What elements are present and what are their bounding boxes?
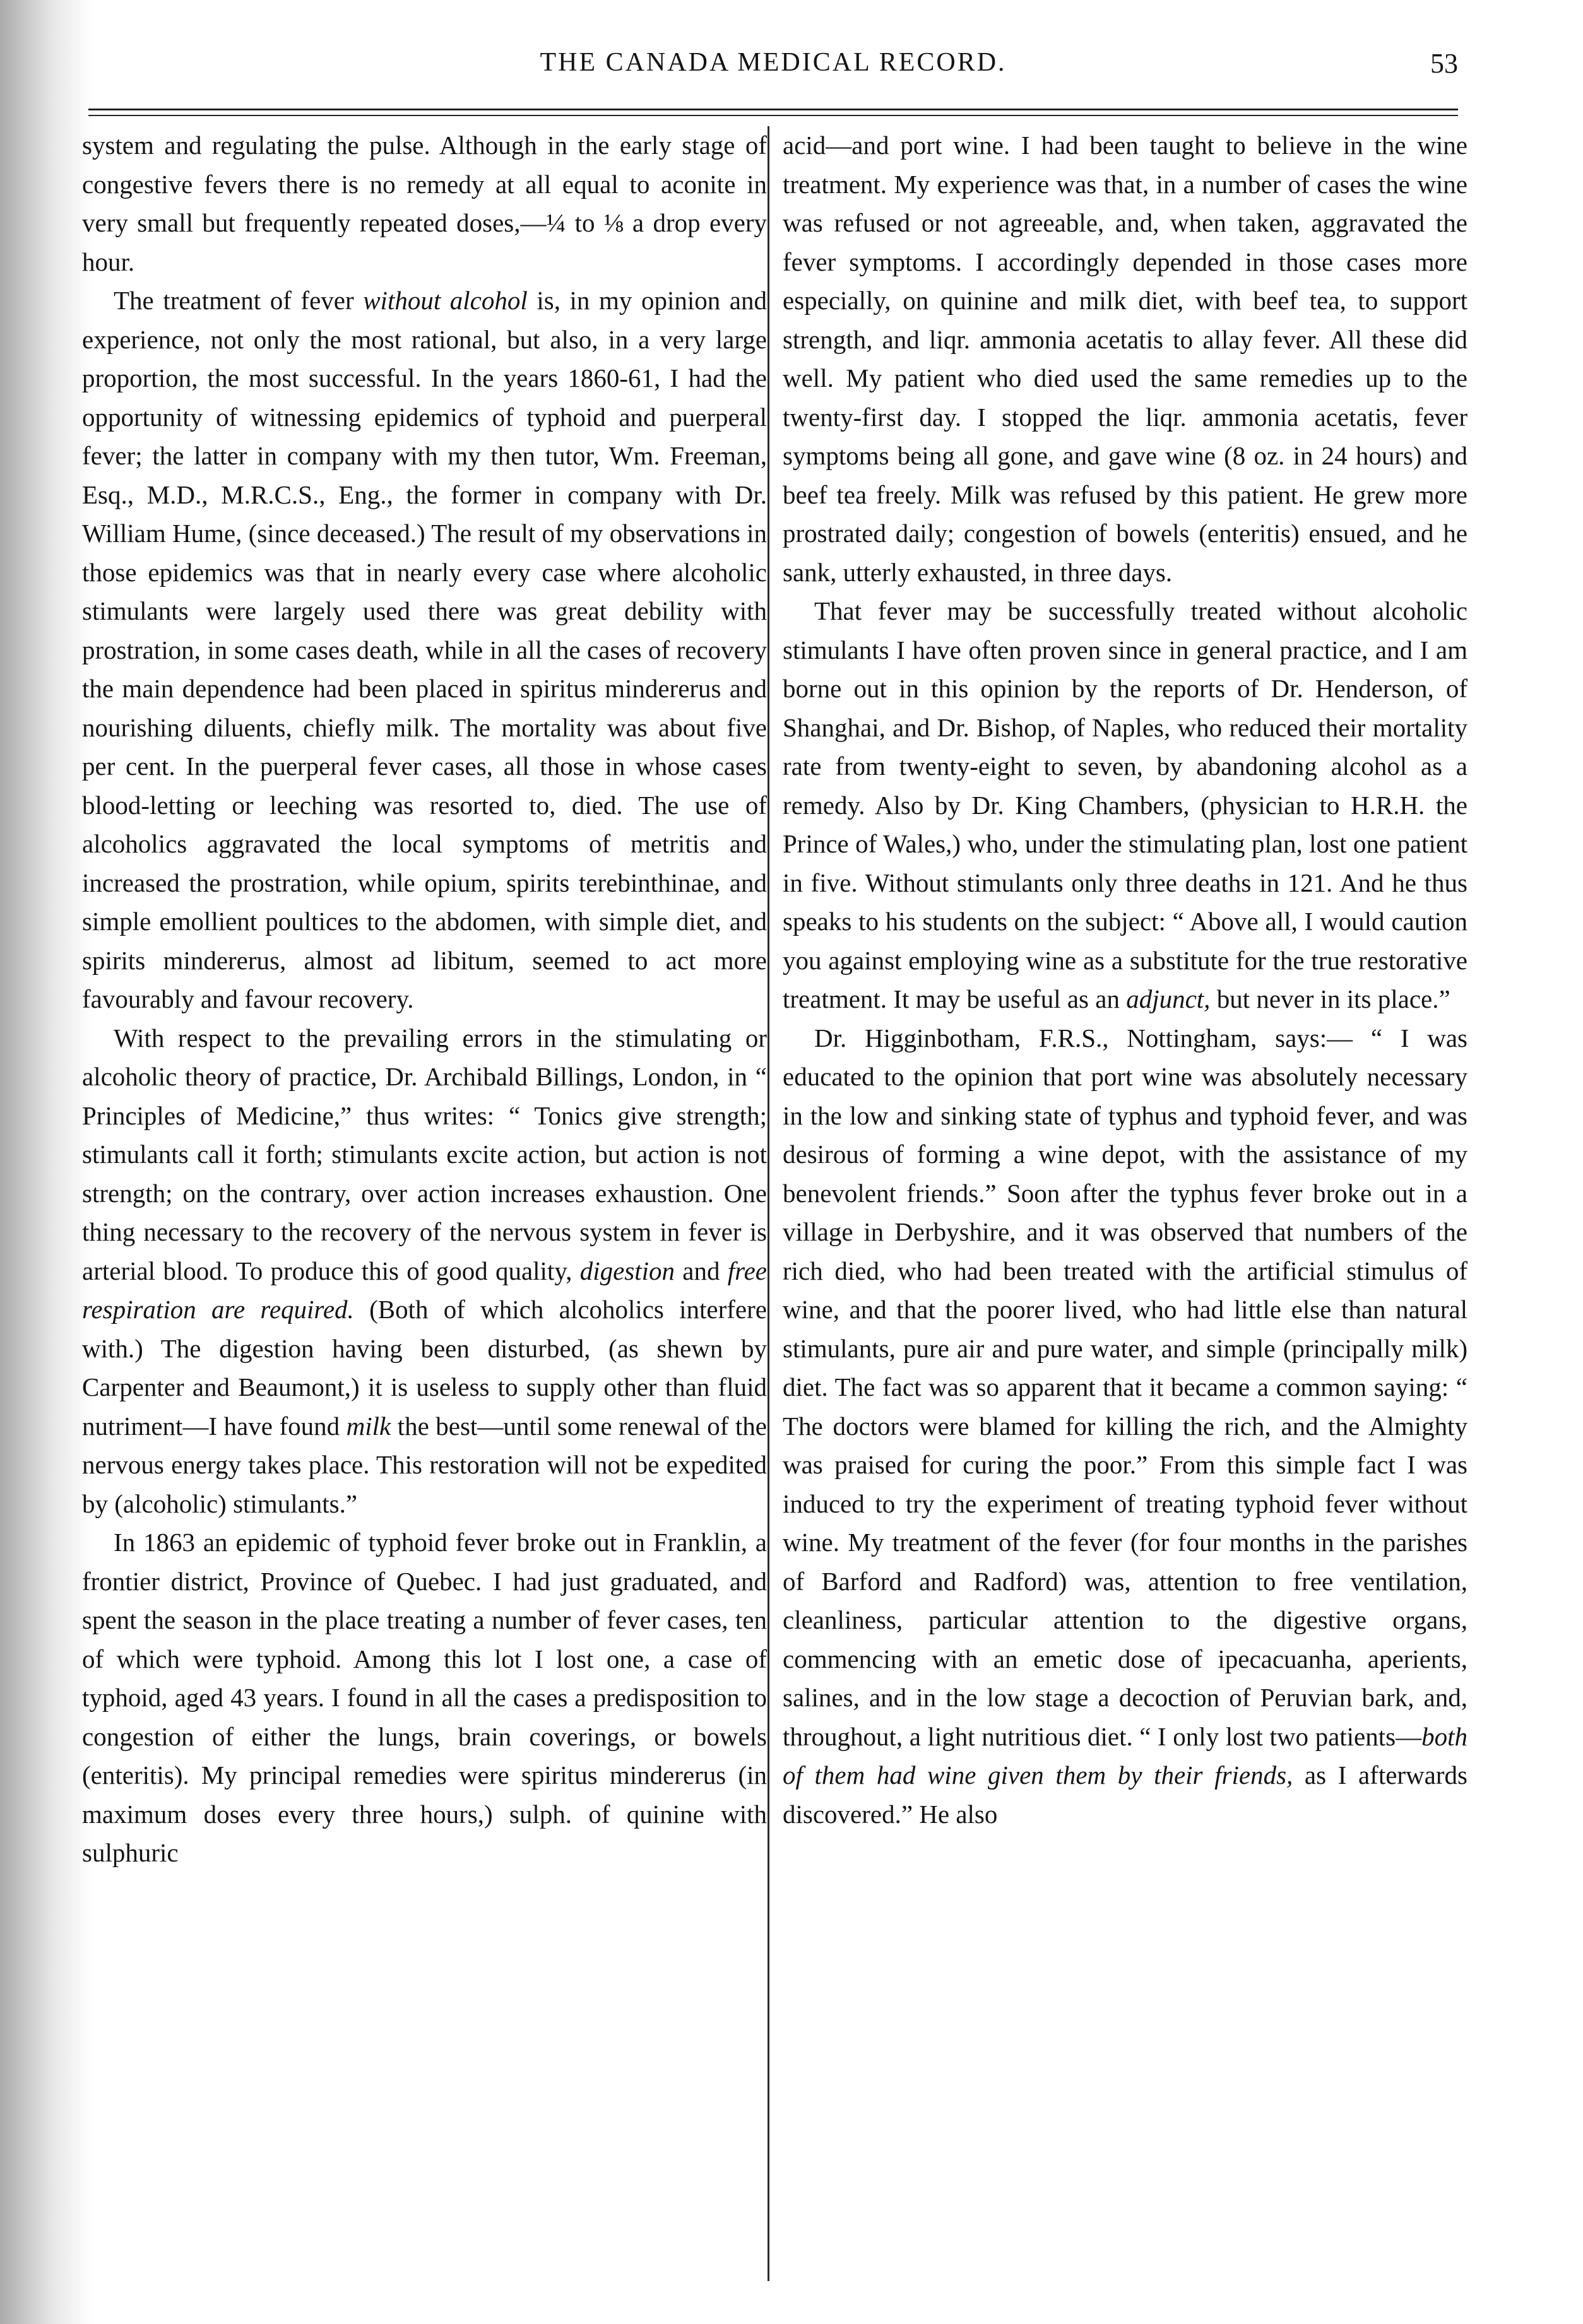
text-run: Dr. Higginbotham, F.R.S., Nottingham, says:— “ I was educated to the opinion that port wine was absolutely necessary in the low and sinking state of typhus and typhoid fever, and was desirous of forming a wine depot, with the assistance of my benevolent friends.” Soon after the typhus fever broke out in a village in Derbyshire, and it was observed that numbers of the rich died, who had been treated with the artificial stimulus of wine, and that the poorer lived, who had little else than natural stimulants, pure air and pure water, and simple (principally milk) diet. The fact was so apparent that it became a common saying: “ The doctors were blamed for killing the rich, and the Almighty was praised for curing the poor.” From this simple fact I was induced to try the experiment of treating typhoid fever without wine. My treatment of the fever (for four months in the parishes of Barford and Radford) was, attention to free ventilation, cleanliness, particular attention to the digestive organs, commencing with an emetic dose of ipecacuanha, aperients, salines, and in the low stage a decoction of Peruvian bark, and, throughout, a light nutritious diet. “ I only lost two patients—	[783, 1023, 1467, 1751]
running-head	[88, 47, 1458, 91]
italic-text: both of them had wine given them by their friends,	[783, 1721, 1467, 1790]
italic-text: milk	[346, 1411, 391, 1441]
paragraph	[82, 281, 767, 1019]
text-run: but never in its place.”	[1210, 984, 1450, 1013]
italic-text: digestion	[579, 1256, 675, 1285]
text-run: the best—until some renewal of the nervous energy takes place. This restoration will not be expedited by (alcoholic) stimulants.”	[82, 1411, 768, 1518]
header-rule	[88, 109, 1458, 110]
paragraph	[783, 592, 1467, 1019]
scan-gutter-shadow	[0, 0, 95, 2324]
italic-text: without alcohol	[363, 286, 528, 315]
journal-title: THE CANADA MEDICAL RECORD.	[540, 48, 1007, 77]
column-divider	[768, 126, 769, 2281]
text-run: That fever may be successfully treated without alcoholic stimulants I have often proven since in general practice, and I am borne out in this opinion by the reports of Dr. Henderson, of Shanghai, and Dr. Bishop, of Naples, who reduced their mortality rate from twenty-eight to seven, by abandoning alcohol as a remedy. Also by Dr. King Chambers, (physician to H.R.H. the Prince of Wales,) who, under the stimulating plan, lost one patient in five. Without stimulants only three deaths in 121. And he thus speaks to his students on the subject: “ Above all, I would caution you against employing wine as a substitute for the true restorative treatment. It may be useful as an	[783, 596, 1467, 1013]
text-run: With respect to the prevailing errors in the stimulating or alcoholic theory of practice, Dr. Archibald Billings, London, in “ Principles of Medicine,” thus writes: “ Tonics give strength; stimulants call it forth; stimulants excite action, but action is not strength; on the contrary, over action increases exhaustion. One thing necessary to the recovery of the nervous system in fever is arterial blood. To produce this of good quality,	[82, 1023, 767, 1285]
italic-text: adjunct,	[1126, 984, 1211, 1013]
page-number: 53	[1430, 48, 1458, 79]
text-run: is, in my opinion and experience, not only the most rational, but also, in a very large proportion, the most successful. In the years 1860-61, I had the opportunity of witnessing epidemics of typhoid and puerperal fever; the latter in company with my then tutor, Wm. Freeman, Esq., M.D., M.R.C.S., Eng., the former in company with Dr. William Hume, (since deceased.) The result of my observations in those epidemics was that in nearly every case where alcoholic stimulants were largely used there was great debility with prostration, in some cases death, while in all the cases of recovery the main dependence had been placed in spiritus mindererus and nourishing diluents, chiefly milk. The mortality was about five per cent. In the puerperal fever cases, all those in whose cases blood-letting or leeching was resorted to, died. The use of alcoholics aggravated the local symptoms of metritis and increased the prostration, while opium, spirits terebinthinae, and simple emollient poultices to the abdomen, with simple diet, and spirits mindererus, almost ad libitum, seemed to act more favourably and favour recovery.	[82, 286, 767, 1013]
right-column	[783, 126, 1467, 1834]
paragraph	[82, 1019, 767, 1524]
text-run: (Both of which alcoholics interfere with.) The digestion having been disturbed, (as shewn by Carpenter and Beaumont,) it is useless to supply other than fluid nutriment—I have found	[82, 1295, 767, 1441]
paragraph: In 1863 an epidemic of typhoid fever broke out in Franklin, a frontier district, Province of Quebec. I had just graduated, and spent the season in the place treating a number of fever cases, ten of which were typhoid. Among this lot I lost one, a case of typhoid, aged 43 years. I found in all the cases a predisposition to congestion of either the lungs, brain coverings, or bowels (enteritis). My principal remedies were spiritus mindererus (in maximum doses every three hours,) sulph. of quinine with sulphuric	[82, 1528, 767, 1867]
paragraph	[783, 1019, 1467, 1834]
italic-text: free respiration are required.	[82, 1256, 767, 1324]
paragraph: acid—and port wine. I had been taught to believe in the wine treatment. My experience was that, in a number of cases the wine was refused or not agreeable, and, when taken, aggravated the fever symptoms. I accordingly depended in those cases more especially, on quinine and milk diet, with beef tea, to support strength, and liqr. ammonia acetatis to allay fever. All these did well. My patient who died used the same remedies up to the twenty-first day. I stopped the liqr. ammonia acetatis, fever symptoms being all gone, and gave wine (8 oz. in 24 hours) and beef tea freely. Milk was refused by this patient. He grew more prostrated daily; congestion of bowels (enteritis) ensued, and he sank, utterly exhausted, in three days.	[783, 131, 1467, 587]
text-run: as I afterwards discovered.” He also	[783, 1761, 1467, 1829]
left-column	[82, 126, 767, 1873]
text-run: and	[675, 1256, 728, 1285]
text-run: The treatment of fever	[114, 286, 364, 315]
header-rule-thin	[88, 115, 1458, 116]
paragraph: system and regulating the pulse. Although in the early stage of congestive fevers there is no remedy at all equal to aconite in very small but frequently repeated doses,—¼ to ⅛ a drop every hour.	[82, 131, 767, 276]
